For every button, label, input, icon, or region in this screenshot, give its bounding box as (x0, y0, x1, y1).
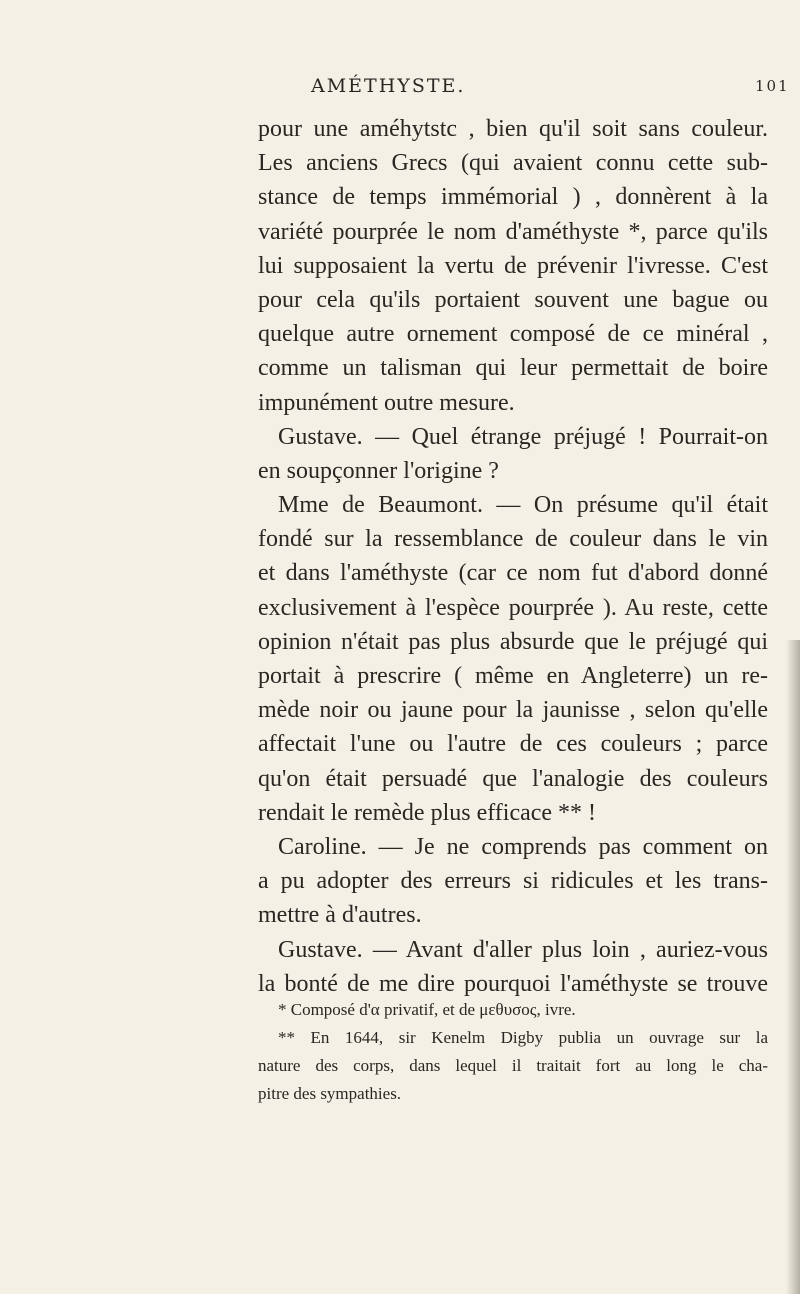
text-line: et dans l'améthyste (car ce nom fut d'abord donné (258, 560, 768, 587)
text-line: en soupçonner l'origine ? (258, 457, 499, 484)
text-line: fondé sur la ressemblance de couleur dans le vin (258, 526, 768, 553)
text-line: opinion n'était pas plus absurde que le préjugé qui (258, 628, 768, 655)
text-line: rendait le remède plus efficace ** ! (258, 799, 597, 826)
text-line: mettre à d'autres. (258, 902, 422, 929)
text-line: lui supposaient la vertu de prévenir l'ivresse. C'est (258, 252, 768, 279)
text-line: Gustave. — Avant d'aller plus loin , auriez-vous (278, 936, 768, 963)
running-head (0, 75, 800, 105)
footnotes (258, 996, 768, 1108)
text-line: pour une améhytstc , bien qu'il soit sans couleur. (258, 116, 768, 142)
text-line: variété pourprée le nom d'améthyste *, parce qu'ils (258, 218, 768, 245)
text-line: Caroline. — Je ne comprends pas comment on (278, 833, 768, 860)
text-line: affectait l'une ou l'autre de ces couleurs ; parce (258, 731, 768, 758)
text-line: Mme de Beaumont. — On présume qu'il était (278, 492, 768, 519)
text-line: Les anciens Grecs (qui avaient connu cette sub- (258, 150, 768, 177)
page-number: 101 (755, 77, 790, 95)
text-line: impunément outre mesure. (258, 389, 515, 416)
page-edge-shadow (786, 640, 800, 1294)
text-line: mède noir ou jaune pour la jaunisse , selon qu'elle (258, 697, 768, 724)
text-line: stance de temps immémorial ) , donnèrent à la (258, 184, 768, 211)
text-line: a pu adopter des erreurs si ridicules et les trans- (258, 868, 768, 895)
footnote-line: ** En 1644, sir Kenelm Digby publia un ouvrage sur la (278, 1028, 768, 1047)
text-line: pour cela qu'ils portaient souvent une bague ou (258, 286, 768, 313)
footnote-line: nature des corps, dans lequel il traitait fort au long le cha- (258, 1056, 768, 1075)
text-line: Gustave. — Quel étrange préjugé ! Pourrait-on (278, 423, 768, 450)
footnote-line: * Composé d'α privatif, et de μεθυσος, ivre. (278, 1000, 576, 1019)
text-line: qu'on était persuadé que l'analogie des couleurs (258, 765, 768, 792)
text-line: exclusivement à l'espèce pourprée ). Au reste, cette (258, 594, 768, 621)
body-text (258, 112, 768, 1001)
running-head-title: AMÉTHYSTE. (311, 75, 466, 97)
text-line: quelque autre ornement composé de ce minéral , (258, 321, 768, 348)
text-line: comme un talisman qui leur permettait de boire (258, 355, 768, 382)
text-line: la bonté de me dire pourquoi l'améthyste se trouve (258, 970, 768, 997)
footnote-line: pitre des sympathies. (258, 1084, 402, 1103)
text-line: portait à prescrire ( même en Angleterre) un re- (258, 663, 768, 689)
